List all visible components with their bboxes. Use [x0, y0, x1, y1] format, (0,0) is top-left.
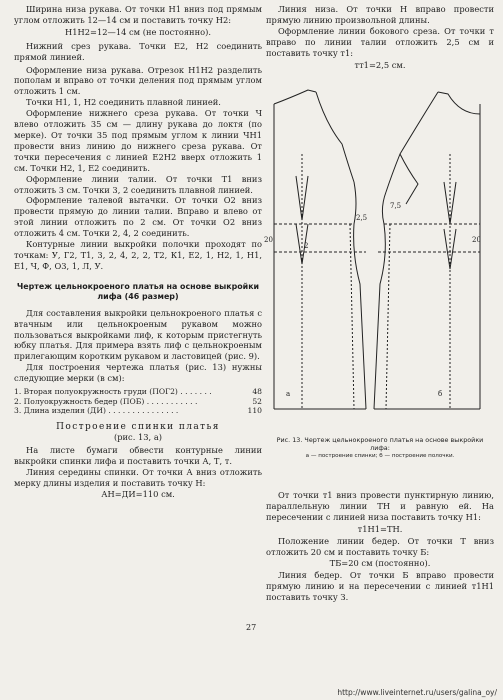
- formula: т1Н1=ТН.: [357, 523, 403, 534]
- paragraph: Точки Н1, 1, Н2 соединить плавной линией.: [26, 97, 221, 108]
- paragraph: Линия бедер. От точки Б вправо провести прямую линию и на пересечении с линией т1Н1 поставить точку З.: [266, 570, 494, 603]
- dimension-label: 20: [264, 236, 273, 244]
- front-gusset-line: [400, 154, 418, 204]
- paragraph: Ширина низа рукава. От точки Н1 вниз под прямым углом отложить 12—14 см и поставить точку Н2:: [14, 4, 262, 25]
- formula: Н1Н2=12—14 см (не постоянно).: [64, 26, 211, 37]
- paragraph: На листе бумаги обвести контурные линии выкройки спинки лифа и поставить точки А, Т, т.: [14, 444, 262, 466]
- paragraph: Для построения чертежа платья (рис. 13) нужны следующие мерки (в см):: [14, 362, 262, 384]
- caption-title: Рис. 13. Чертеж цельнокроеного платья на основе выкройки лифа:: [276, 436, 484, 452]
- paragraph: Линия середины спинки. От точки А вниз отложить мерку длины изделия и поставить точку Н:: [14, 466, 262, 488]
- measure-label: 3. Длина изделия (ДИ) . . . . . . . . . . . . . . .: [14, 406, 179, 416]
- figure-label-a: а: [286, 390, 291, 398]
- paragraph: Нижний срез рукава. Точки Е2, Н2 соединить прямой линией.: [14, 40, 262, 62]
- formula: АН=ДИ=110 см.: [101, 489, 175, 500]
- front-armhole: [386, 92, 438, 192]
- measure-value: 52: [252, 396, 262, 406]
- right-column: [266, 4, 494, 71]
- paragraph: От точки т1 вниз провести пунктирную линию, параллельную линии ТН и равную ей. На пересечении с линией низа поставить точку Н1:: [266, 490, 494, 522]
- dimension-label: 2: [304, 242, 309, 250]
- figure-label-b: б: [438, 390, 443, 398]
- paragraph: Линия низа. От точки Н вправо провести прямую линию произвольной длины.: [266, 4, 494, 25]
- formula: тт1=2,5 см.: [354, 59, 406, 70]
- paragraph: Для составления выкройки цельнокроеного платья с втачным или цельнокроеным рукавом можно пользоваться выкройками лиф, к которым пристегнуть юбку платья. Для примера взять лиф с цельнокроеным прилегающим коротким рукавом и ластовицей (рис. 9).: [14, 307, 262, 362]
- left-column: [14, 4, 262, 501]
- subsection-heading: Построение спинки платья: [56, 421, 220, 432]
- right-column-bottom: [266, 490, 494, 603]
- measure-label: 2. Полуокружность бедер (ПОБ) . . . . . . . . . . .: [14, 396, 198, 406]
- paragraph: Оформление линии бокового среза. От точки т вправо по линии талии отложить 2,5 см и поставить точку т1:: [266, 25, 494, 58]
- paragraph: Оформление линии талии. От точки Т1 вниз отложить 3 см. Точки 3, 2 соединить плавной линией.: [14, 173, 262, 195]
- page-number: 27: [246, 623, 257, 632]
- formula: ТБ=20 см (постоянно).: [329, 558, 431, 569]
- dress-pattern-drawing: [264, 84, 486, 436]
- back-neckline: [274, 90, 316, 104]
- dimension-label: 7,5: [390, 202, 402, 210]
- section-heading: Чертеж цельнокроеного платья на основе выкройки лифа (46 размер): [16, 281, 260, 301]
- table-row: [14, 387, 262, 397]
- subsection-subtitle: (рис. 13, а): [113, 431, 162, 442]
- paragraph: Оформление нижнего среза рукава. От точки Ч влево отложить 35 см — длину рукава до локтя (по мерке). От точки 35 под прямым углом к линии ЧН1 провести вниз линию до нижнего среза рукава. От точки пересечения с линией Е2Н2 вверх отложить 1 см. Точки Н2, 1, Е2 соединить.: [14, 108, 262, 173]
- measure-value: 48: [252, 387, 262, 397]
- measure-label: 1. Вторая полуокружность груди (ПОГ2) . . . . . . .: [14, 387, 212, 397]
- measure-value: 110: [247, 406, 262, 416]
- front-side-seam: [374, 192, 386, 409]
- dimension-label: 20: [472, 236, 481, 244]
- table-row: [14, 406, 262, 416]
- dimension-label: 2,5: [356, 214, 368, 222]
- paragraph: Положение линии бедер. От точки Т вниз отложить 20 см и поставить точку Б:: [266, 535, 494, 557]
- measurements-table: [14, 387, 262, 416]
- caption-sub: а — построение спинки; б — построение полочки.: [305, 453, 455, 459]
- back-armhole: [316, 92, 354, 182]
- front-neckline: [438, 92, 480, 114]
- paragraph: Оформление талевой вытачки. От точки О2 вниз провести прямую до линии талии. Вправо и влево от этой линии отложить по 2 см. От точки О2 вниз отложить 4 см. Точки 2, 4, 2 соединить.: [14, 195, 262, 239]
- figure-caption: [271, 436, 489, 460]
- table-row: [14, 397, 262, 407]
- watermark-url: http://www.liveinternet.ru/users/galina_oy/: [337, 688, 497, 697]
- paragraph: Контурные линии выкройки полочки проходят по точкам: У, Г2, Т1, 3, 2, 4, 2, 2, Т2, К1, Е2, 1, Н2, 1, Н1, Е1, Ч, Ф, О3, 1, Л, У.: [14, 239, 262, 271]
- paragraph: Оформление низа рукава. Отрезок Н1Н2 разделить пополам и вправо от точки деления под прямым углом отложить 1 см.: [14, 64, 262, 97]
